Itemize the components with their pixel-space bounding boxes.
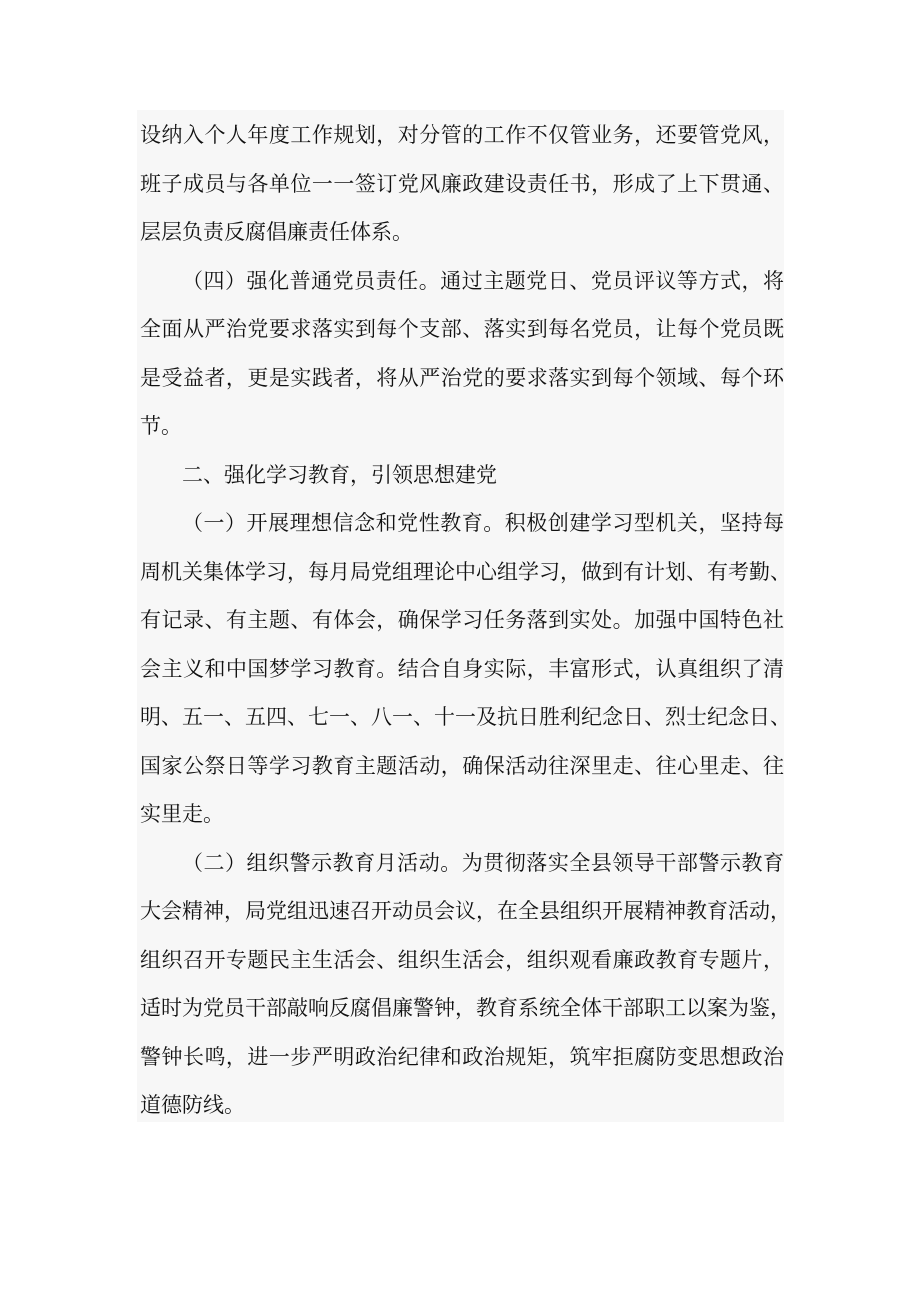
text-line: （四）强化普通党员责任。通过主题党日、党员评议等方式，将 [182, 268, 784, 293]
text-line: 实里走。 [140, 802, 224, 826]
text-line: 节。 [140, 414, 182, 438]
text-line: 二、强化学习教育，引领思想建党 [182, 462, 497, 487]
text-line: （一）开展理想信念和党性教育。积极创建学习型机关，坚持每 [182, 511, 784, 535]
text-line: 明、五一、五四、七一、八一、十一及抗日胜利纪念日、烈士纪念日、 [140, 705, 791, 729]
text-line: 有记录、有主题、有体会，确保学习任务落到实处。加强中国特色社 [140, 608, 784, 632]
text-line: 大会精神，局党组迅速召开动员会议，在全县组织开展精神教育活动， [140, 899, 791, 923]
text-line: 组织召开专题民主生活会、组织生活会，组织观看廉政教育专题片， [140, 947, 784, 972]
text-line: （二）组织警示教育月活动。为贯彻落实全县领导干部警示教育 [182, 850, 784, 875]
text-line: 适时为党员干部敲响反腐倡廉警钟，教育系统全体干部职工以案为鉴， [140, 996, 791, 1020]
text-line: 周机关集体学习，每月局党组理论中心组学习，做到有计划、有考勤、 [140, 559, 791, 584]
text-line: 层层负责反腐倡廉责任体系。 [140, 220, 413, 244]
text-line: 警钟长鸣，进一步严明政治纪律和政治规矩，筑牢拒腐防变思想政治 [140, 1044, 784, 1069]
text-line: 国家公祭日等学习教育主题活动，确保活动往深里走、往心里走、往 [140, 753, 784, 778]
text-line: 全面从严治党要求落实到每个支部、落实到每名党员，让每个党员既 [140, 317, 784, 341]
text-line: 是受益者，更是实践者，将从严治党的要求落实到每个领域、每个环 [140, 365, 784, 390]
text-line: 会主义和中国梦学习教育。结合自身实际，丰富形式，认真组织了清 [140, 656, 784, 681]
text-line: 设纳入个人年度工作规划，对分管的工作不仅管业务，还要管党风， [140, 123, 784, 147]
document-text-block [137, 110, 791, 1122]
text-line: 班子成员与各单位一一签订党风廉政建设责任书，形成了上下贯通、 [140, 171, 784, 196]
text-line: 道德防线。 [140, 1093, 245, 1117]
